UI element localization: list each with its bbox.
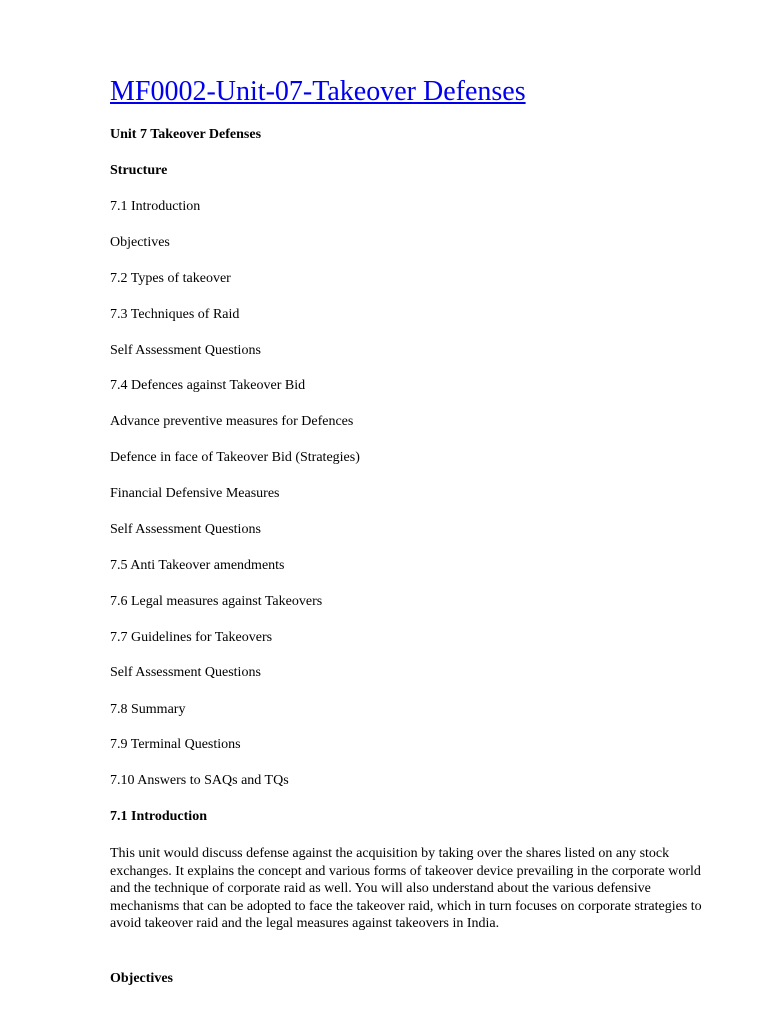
page-title — [110, 74, 526, 110]
structure-item: 7.3 Techniques of Raid — [110, 307, 240, 322]
structure-item: 7.2 Types of takeover — [110, 271, 231, 286]
unit-heading: Unit 7 Takeover Defenses — [110, 127, 262, 142]
structure-item: Objectives — [110, 235, 170, 250]
structure-item: 7.5 Anti Takeover amendments — [110, 558, 285, 573]
introduction-paragraph: This unit would discuss defense against the acquisition by taking over the shares listed on any stock exchanges. It explains the concept and various forms of takeover device prevailing in the corporate world and the technique of corporate raid as well. You will also understand about the various defensive mechanisms that can be adopted to face the takeover raid, which in turn focuses on corporate strategies to avoid takeover raid and the legal measures against takeovers in India. — [110, 846, 702, 931]
structure-item: 7.1 Introduction — [110, 199, 201, 214]
objectives-heading: Objectives — [110, 971, 173, 986]
introduction-heading: 7.1 Introduction — [110, 809, 207, 824]
structure-item: 7.10 Answers to SAQs and TQs — [110, 773, 289, 788]
structure-item: Defence in face of Takeover Bid (Strategies) — [110, 450, 360, 465]
structure-item: 7.8 Summary — [110, 702, 186, 717]
structure-heading: Structure — [110, 163, 168, 178]
structure-item: Self Assessment Questions — [110, 665, 261, 680]
structure-item: Financial Defensive Measures — [110, 486, 280, 501]
structure-item: 7.6 Legal measures against Takeovers — [110, 594, 323, 609]
structure-item: Self Assessment Questions — [110, 343, 261, 358]
structure-item: 7.4 Defences against Takeover Bid — [110, 378, 306, 393]
title-link[interactable]: MF0002-Unit-07-Takeover Defenses — [110, 76, 526, 107]
structure-item: Advance preventive measures for Defences — [110, 414, 354, 429]
structure-item: 7.9 Terminal Questions — [110, 737, 241, 752]
structure-item: 7.7 Guidelines for Takeovers — [110, 630, 273, 645]
structure-item: Self Assessment Questions — [110, 522, 261, 537]
